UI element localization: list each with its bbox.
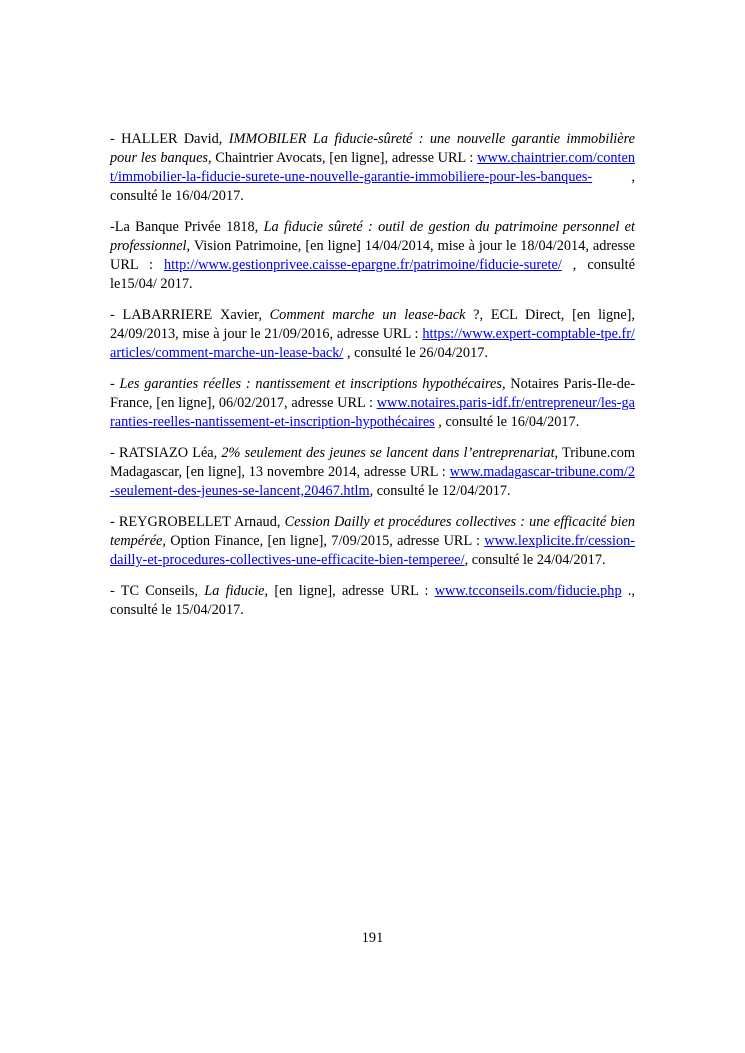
reference-details: Vision Patrimoine, [en ligne] 14/04/2014, mise à jour le 18/04/2014, adresse URL : [110,238,635,273]
reference-title: Comment marche un lease-back [269,307,466,323]
reference-link[interactable]: www.lexplicite.fr/cession-dailly-et-procedures-collectives-une-efficacite-bien-temperee/ [110,533,635,568]
reference-consulted: , consulté le 16/04/2017. [434,414,580,430]
reference-entry [110,513,635,570]
reference-entry [110,444,635,501]
reference-title: La fiducie [204,583,265,599]
reference-title: Les garanties réelles : nantissement et inscriptions hypothécaires, [119,376,506,392]
reference-author: - REYGROBELLET Arnaud, [110,514,285,530]
reference-details: ?, ECL Direct, [en ligne], 24/09/2013, mise à jour le 21/09/2016, adresse URL : [110,307,635,342]
reference-author: - HALLER David, [110,131,229,147]
reference-consulted: , consulté le 16/04/2017. [110,169,635,204]
reference-consulted: , consulté le15/04/ 2017. [110,257,636,292]
reference-entry [110,306,635,363]
reference-details: Chaintrier Avocats, [en ligne], adresse URL : [211,150,478,166]
reference-details: , [en ligne], adresse URL : [264,583,435,599]
reference-link[interactable]: www.tcconseils.com/fiducie.php [434,583,622,599]
bibliography-list [110,130,635,632]
reference-link[interactable]: www.notaires.paris-idf.fr/entrepreneur/les-garanties-reelles-nantissement-et-inscription-hypothécaires [110,395,635,430]
reference-title: Cession Dailly et procédures collectives : une efficacité bien tempérée, [110,514,635,549]
reference-link[interactable]: http://www.gestionprivee.caisse-epargne.fr/patrimoine/fiducie-surete/ [164,257,562,273]
reference-consulted: ., consulté le 15/04/2017. [110,583,635,618]
reference-entry [110,218,635,294]
reference-consulted: , consulté le 24/04/2017. [464,552,606,568]
reference-details: Option Finance, [en ligne], 7/09/2015, adresse URL : [165,533,485,549]
reference-entry [110,375,635,432]
reference-link[interactable]: www.madagascar-tribune.com/2-seulement-des-jeunes-se-lancent,20467.htlm [110,464,635,499]
reference-author: - LABARRIERE Xavier, [110,307,270,323]
reference-entry [110,130,635,206]
reference-consulted: , consulté le 26/04/2017. [343,345,488,361]
reference-entry [110,582,635,620]
reference-consulted: , consulté le 12/04/2017. [369,483,511,499]
reference-link[interactable]: https://www.expert-comptable-tpe.fr/articles/comment-marche-un-lease-back/ [110,326,635,361]
reference-author: -La Banque Privée 1818, [110,219,264,235]
reference-title: La fiducie sûreté : outil de gestion du patrimoine personnel et professionnel, [110,219,635,254]
reference-title: 2% seulement des jeunes se lancent dans l’entreprenariat [221,445,555,461]
reference-author: - TC Conseils, [110,583,205,599]
reference-author: - [110,376,120,392]
reference-title: IMMOBILER La fiducie-sûreté : une nouvelle garantie immobilière pour les banques, [110,131,635,166]
reference-details: Notaires Paris-Ile-de-France, [en ligne], 06/02/2017, adresse URL : [110,376,635,411]
page-number: 191 [361,930,384,946]
reference-author: - RATSIAZO Léa, [110,445,222,461]
reference-link[interactable]: www.chaintrier.com/content/immobilier-la-fiducie-surete-une-nouvelle-garantie-immobiliere-pour-les-banques- [110,150,636,185]
reference-details: , Tribune.com Madagascar, [en ligne], 13 novembre 2014, adresse URL : [110,445,635,480]
